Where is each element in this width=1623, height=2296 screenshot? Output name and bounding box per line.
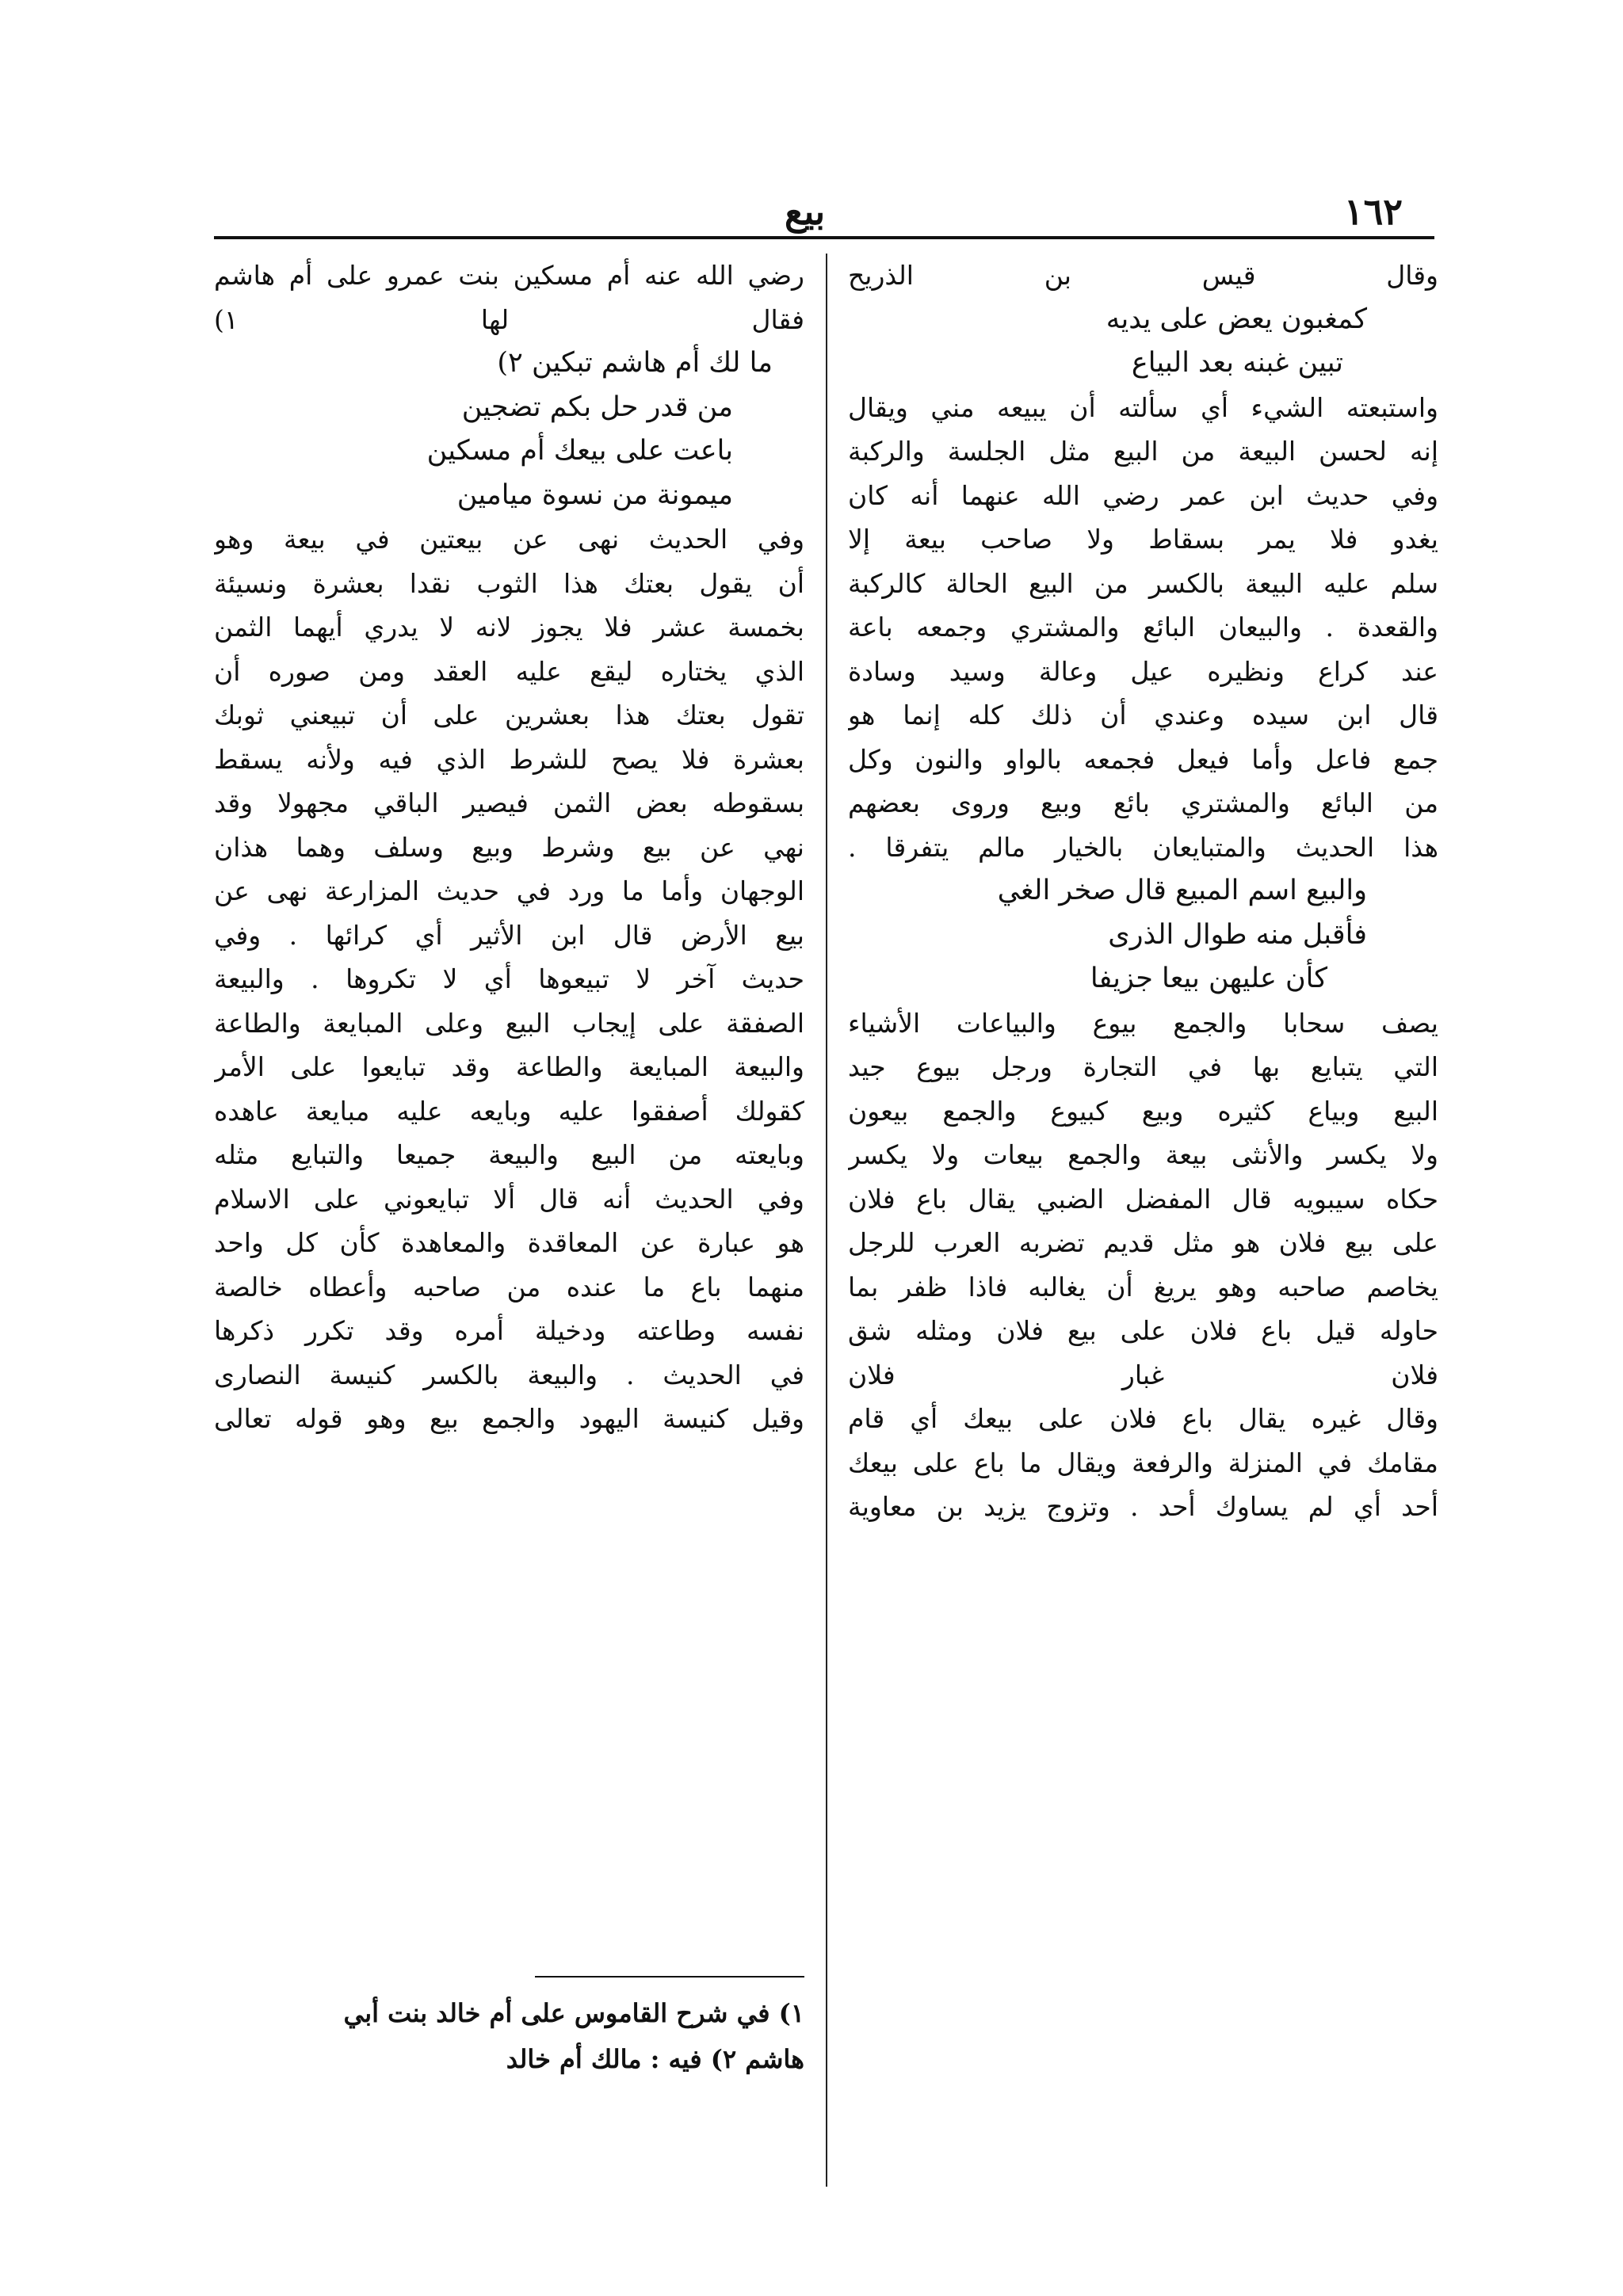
verse-line: فأقبل منه طوال الذرى — [1108, 918, 1367, 951]
text-line: فقال لها ١) — [214, 303, 804, 335]
text-line: والقعدة . والبيعان البائع والمشتري وجمعه باعة — [848, 612, 1438, 643]
verse-line: باعت على بيعك أم مسكين — [426, 435, 733, 467]
text-line: في الحديث . والبيعة بالكسر كنيسة النصارى — [214, 1359, 804, 1390]
footnote-line: ١) في شرح القاموس على أم خالد بنت أبي — [343, 1998, 804, 2028]
text-line: والبيعة المبايعة والطاعة وقد تبايعوا على الأمر — [214, 1051, 804, 1082]
text-line: كقولك أصفقوا عليه وبايعه عليه مبايعة عاهده — [214, 1095, 804, 1127]
text-line: جمع فاعل وأما فيعل فجمعه بالواو والنون وكل — [848, 743, 1438, 775]
text-line: من البائع والمشتري بائع وبيع وروى بعضهم — [848, 788, 1438, 818]
text-line: أحد أي لم يساوك أحد . وتزوج يزيد بن معاوية — [848, 1491, 1438, 1522]
text-line: وفي الحديث أنه قال ألا تبايعوني على الاسلام — [214, 1183, 804, 1215]
text-line: وقال قيس بن الذريح — [848, 260, 1438, 291]
footnotes — [214, 1990, 804, 2082]
text-line: بسقوطه بعض الثمن فيصير الباقي مجهولا وقد — [214, 788, 804, 818]
text-line: البيع وبياع كثيره وبيع كبيوع والجمع بيعون — [848, 1095, 1438, 1127]
text-line: قال ابن سيده وعندي أن ذلك كله إنما هو — [848, 700, 1438, 730]
text-line: وقيل كنيسة اليهود والجمع بيع وهو قوله تعالى — [214, 1403, 804, 1434]
footnote-rule — [535, 1976, 804, 1978]
text-line: هو عبارة عن المعاقدة والمعاهدة كأن كل واحد — [214, 1227, 804, 1258]
page-header — [214, 190, 1434, 238]
text-line: نهي عن بيع وشرط وبيع وسلف وهما هذان — [214, 831, 804, 863]
text-line: عند كراع ونظيره عيل وعالة وسيد وسادة — [848, 655, 1438, 687]
verse-line: ما لك أم هاشم تبكين ٢) — [497, 347, 773, 379]
text-line: الذي يختاره ليقع عليه العقد ومن صوره أن — [214, 655, 804, 687]
text-line: حكاه سيبويه قال المفضل الضبي يقال باع فلان — [848, 1183, 1438, 1215]
text-line: مقامك في المنزلة والرفعة ويقال ما باع على بيعك — [848, 1447, 1438, 1478]
header-rule — [214, 236, 1434, 239]
text-line: ولا يكسر والأنثى بيعة والجمع بيعات ولا يكسر — [848, 1139, 1438, 1170]
text-line: حاوله قيل باع فلان على بيع فلان ومثله شق — [848, 1315, 1438, 1346]
verse-line: كمغبون يعض على يديه — [1106, 303, 1367, 335]
text-line: بيع الأرض قال ابن الأثير أي كرائها . وفي — [214, 919, 804, 951]
left-column — [214, 254, 804, 1441]
text-line: أن يقول بعتك هذا الثوب نقدا بعشرة ونسيئة — [214, 567, 804, 599]
running-title: بيع — [785, 190, 826, 233]
text-line: بخمسة عشر فلا يجوز لانه لا يدري أيهما الثمن — [214, 612, 804, 643]
footnote-line: هاشم ٢) فيه : مالك أم خالد — [506, 2044, 804, 2074]
text-line: منهما باع ما عنده من صاحبه وأعطاه خالصة — [214, 1271, 804, 1302]
verse-line: من قدر حل بكم تضجين — [461, 391, 733, 423]
column-divider — [826, 254, 827, 2187]
page-number: ١٦٢ — [1343, 190, 1403, 233]
text-line: تقول بعتك هذا بعشرين على أن تبيعني ثوبك — [214, 700, 804, 730]
text-line: هذا الحديث والمتبايعان بالخيار مالم يتفرقا . — [848, 831, 1438, 863]
text-line: وفي الحديث نهى عن بيعتين في بيعة وهو — [214, 524, 804, 555]
text-line: على بيع فلان هو مثل قديم تضربه العرب للرجل — [848, 1227, 1438, 1258]
text-line: سلم عليه البيعة بالكسر من البيع الحالة كالركبة — [848, 567, 1438, 599]
text-line: وقال غيره يقال باع فلان على بيعك أي قام — [848, 1403, 1438, 1434]
text-line: الصفقة على إيجاب البيع وعلى المبايعة والطاعة — [214, 1007, 804, 1039]
text-line: بعشرة فلا يصح للشرط الذي فيه ولأنه يسقط — [214, 743, 804, 775]
text-line: التي يتبايع بها في التجارة ورجل بيوع جيد — [848, 1051, 1438, 1082]
verse-line: والبيع اسم المبيع قال صخر الغي — [997, 875, 1367, 906]
text-line: فلان غبار فلان — [848, 1359, 1438, 1390]
verse-line: كأن عليهن بيعا جزيفا — [1090, 963, 1327, 994]
text-line: الوجهان وأما ما ورد في حديث المزارعة نهى عن — [214, 875, 804, 906]
text-line: وفي حديث ابن عمر رضي الله عنهما أنه كان — [848, 479, 1438, 511]
text-line: رضي الله عنه أم مسكين بنت عمرو على أم هاشم — [214, 260, 804, 291]
text-line: يغدو فلا يمر بسقاط ولا صاحب بيعة إلا — [848, 524, 1438, 555]
text-line: وبايعته من البيع والبيعة جميعا والتبايع مثله — [214, 1139, 804, 1170]
text-line: واستبعته الشيء أي سألته أن يبيعه مني ويقال — [848, 391, 1438, 423]
verse-line: تبين غبنه بعد البياع — [1131, 347, 1343, 379]
verse-line: ميمونة من نسوة ميامين — [456, 479, 733, 511]
text-line: نفسه وطاعته ودخيلة أمره وقد تكرر ذكرها — [214, 1315, 804, 1346]
text-line: يخاصم صاحبه وهو يريغ أن يغالبه فاذا ظفر بما — [848, 1271, 1438, 1302]
text-line: يصف سحابا والجمع بيوع والبياعات الأشياء — [848, 1007, 1438, 1039]
text-line: إنه لحسن البيعة من البيع مثل الجلسة والركبة — [848, 436, 1438, 467]
text-line: حديث آخر لا تبيعوها أي لا تكروها . والبيعة — [214, 963, 804, 994]
right-column — [848, 254, 1438, 1529]
